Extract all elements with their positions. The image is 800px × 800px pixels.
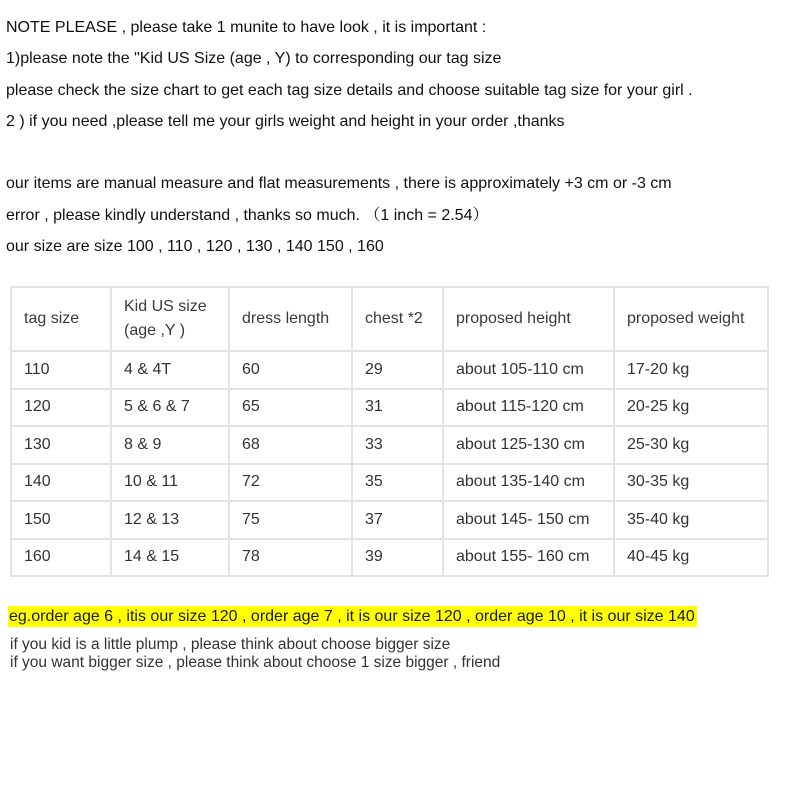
cell-tag-size: 120 — [11, 389, 111, 427]
cell-proposed-weight: 30-35 kg — [614, 464, 768, 502]
note-line: NOTE PLEASE , please take 1 munite to have look , it is important : — [6, 19, 487, 36]
cell-proposed-weight: 17-20 kg — [614, 351, 768, 389]
cell-dress-length: 65 — [229, 389, 352, 427]
cell-proposed-weight: 25-30 kg — [614, 426, 768, 464]
cell-proposed-height: about 145- 150 cm — [443, 501, 614, 539]
header-kid-us-size-line2: (age ,Y ) — [124, 322, 186, 339]
cell-dress-length: 78 — [229, 539, 352, 577]
header-kid-us-size — [111, 287, 229, 351]
cell-dress-length: 68 — [229, 426, 352, 464]
cell-tag-size: 110 — [11, 351, 111, 389]
note-line: please check the size chart to get each tag size details and choose suitable tag size for your girl . — [6, 81, 693, 99]
tip-line: if you kid is a little plump , please think about choose bigger size — [10, 636, 451, 653]
header-chest: chest *2 — [352, 287, 443, 351]
cell-proposed-weight: 40-45 kg — [614, 539, 768, 577]
example-highlight: eg.order age 6 , itis our size 120 , order age 7 , it is our size 120 , order age 10 , it is our size 140 — [9, 608, 695, 625]
cell-chest: 37 — [352, 501, 443, 539]
cell-dress-length: 60 — [229, 351, 352, 389]
cell-kid-us-size: 12 & 13 — [111, 501, 229, 539]
table-row — [11, 426, 768, 464]
cell-dress-length: 75 — [229, 501, 352, 539]
cell-proposed-weight: 20-25 kg — [614, 389, 768, 427]
header-dress-length: dress length — [229, 287, 352, 351]
cell-tag-size: 130 — [11, 426, 111, 464]
tip-line: if you want bigger size , please think about choose 1 size bigger , friend — [10, 654, 501, 671]
note-line: our size are size 100 , 110 , 120 , 130 , 140 150 , 160 — [6, 238, 384, 256]
cell-chest: 33 — [352, 426, 443, 464]
header-kid-us-size-line1: Kid US size — [124, 298, 207, 315]
cell-proposed-height: about 125-130 cm — [443, 426, 614, 464]
cell-kid-us-size: 8 & 9 — [111, 426, 229, 464]
cell-chest: 39 — [352, 539, 443, 577]
note-line: our items are manual measure and flat measurements , there is approximately +3 cm or -3 cm — [6, 175, 672, 193]
table-header-row — [11, 287, 768, 351]
cell-kid-us-size: 14 & 15 — [111, 539, 229, 577]
note-line: error , please kindly understand , thanks so much. （1 inch = 2.54） — [6, 206, 489, 224]
note-line: 1)please note the "Kid US Size (age , Y) to corresponding our tag size — [6, 50, 502, 68]
header-tag-size: tag size — [11, 287, 111, 351]
header-proposed-weight: proposed weight — [614, 287, 768, 351]
note-line: 2 ) if you need ,please tell me your girls weight and height in your order ,thanks — [6, 112, 565, 130]
cell-chest: 35 — [352, 464, 443, 502]
cell-chest: 29 — [352, 351, 443, 389]
cell-proposed-height: about 135-140 cm — [443, 464, 614, 502]
cell-proposed-height: about 155- 160 cm — [443, 539, 614, 577]
cell-kid-us-size: 5 & 6 & 7 — [111, 389, 229, 427]
size-chart-table — [10, 286, 769, 577]
note-line-blank — [6, 143, 796, 174]
cell-kid-us-size: 10 & 11 — [111, 464, 229, 502]
table-row — [11, 389, 768, 427]
table-row — [11, 539, 768, 577]
cell-proposed-weight: 35-40 kg — [614, 501, 768, 539]
cell-tag-size: 160 — [11, 539, 111, 577]
table-row — [11, 464, 768, 502]
table-row — [11, 501, 768, 539]
size-notes — [6, 18, 796, 268]
cell-dress-length: 72 — [229, 464, 352, 502]
size-tips — [10, 636, 500, 672]
cell-proposed-height: about 105-110 cm — [443, 351, 614, 389]
cell-kid-us-size: 4 & 4T — [111, 351, 229, 389]
cell-tag-size: 140 — [11, 464, 111, 502]
cell-proposed-height: about 115-120 cm — [443, 389, 614, 427]
header-proposed-height: proposed height — [443, 287, 614, 351]
cell-chest: 31 — [352, 389, 443, 427]
cell-tag-size: 150 — [11, 501, 111, 539]
table-row — [11, 351, 768, 389]
